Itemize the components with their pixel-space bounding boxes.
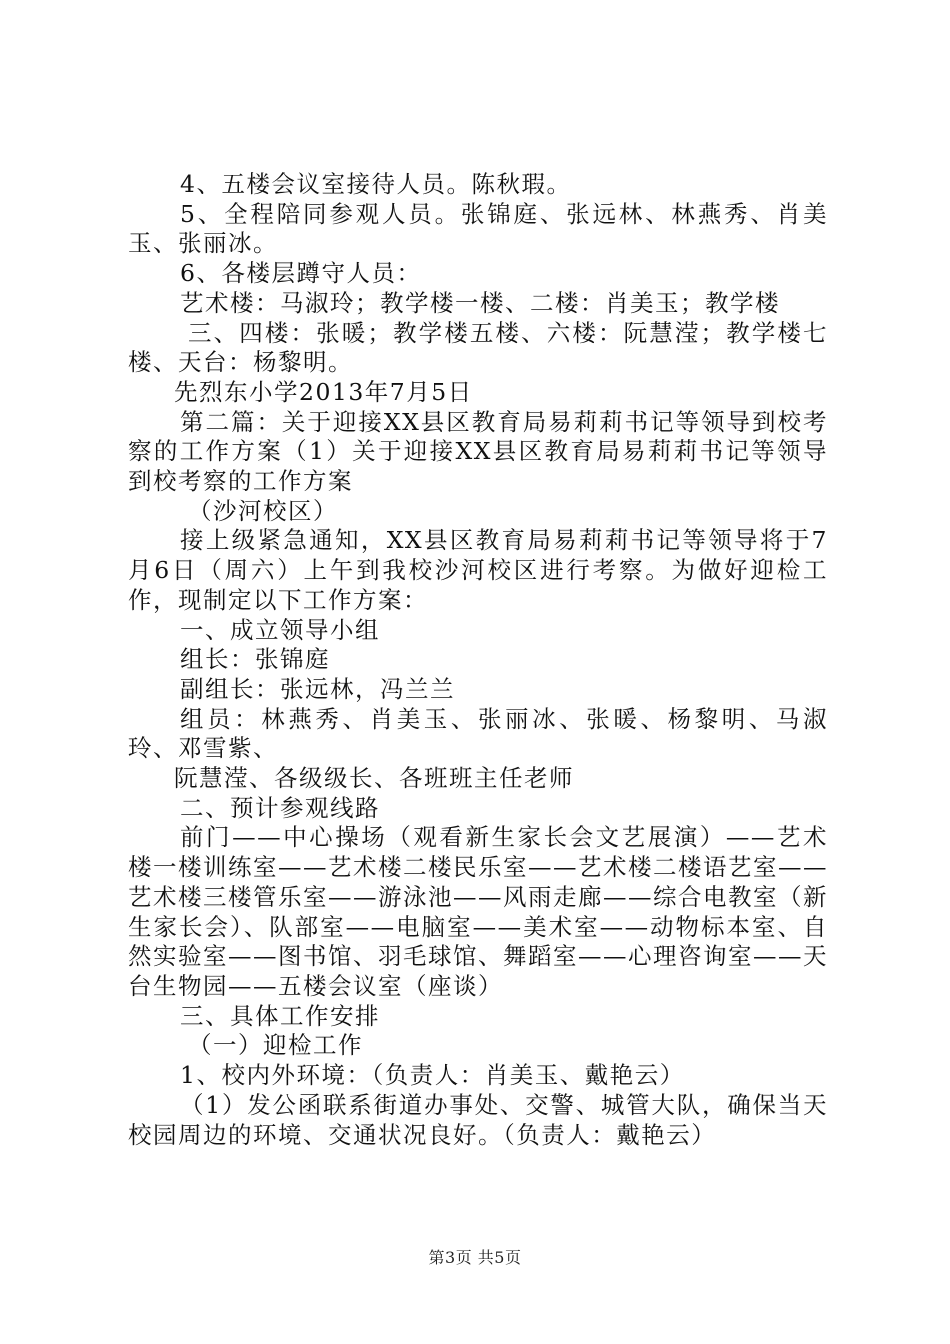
heading: 三、具体工作安排 (180, 1001, 380, 1030)
paragraph: 组长：张锦庭 (180, 645, 330, 674)
paragraph: 5、全程陪同参观人员。张锦庭、张远林、林燕秀、肖美玉、张丽冰。 (128, 199, 828, 258)
paragraph: 4、五楼会议室接待人员。陈秋瑕。 (180, 170, 572, 198)
paragraph: 阮慧滢、各级级长、各班班主任老师 (174, 764, 574, 793)
document-date: 先烈东小学2013年7月5日 (174, 377, 473, 406)
page-footer: 第3页 共5页 (428, 1248, 522, 1267)
paragraph: 前门——中心操场（观看新生家长会文艺展演）——艺术楼一楼训练室——艺术楼二楼民乐室——艺术楼二楼语艺室——艺术楼三楼管乐室——游泳池——风雨走廊——综合电教室（新生家长会）、队部室——电脑室——美术室——动物标本室、自然实验室——图书馆、羽毛球馆、舞蹈室——心理咨询室——天台生物园——五楼会议室（座谈） (128, 823, 828, 1000)
paragraph: 1、校内外环境：（负责人：肖美玉、戴艳云） (180, 1061, 685, 1090)
paragraph: 接上级紧急通知，XX县区教育局易莉莉书记等领导将于7月6日（周六）上午到我校沙河校区进行考察。为做好迎检工作，现制定以下工作方案： (128, 526, 828, 614)
section-title: 第二篇：关于迎接XX县区教育局易莉莉书记等领导到校考察的工作方案（1）关于迎接XX县区教育局易莉莉书记等领导到校考察的工作方案 (128, 407, 828, 496)
paragraph: 组员：林燕秀、肖美玉、张丽冰、张暖、杨黎明、马淑玲、邓雪紫、 (128, 704, 828, 763)
paragraph: 艺术楼：马淑玲；教学楼一楼、二楼：肖美玉；教学楼 (180, 288, 780, 317)
paragraph: 副组长：张远林，冯兰兰 (180, 674, 455, 703)
paragraph: 6、各楼层蹲守人员： (180, 259, 422, 288)
heading: 二、预计参观线路 (180, 793, 380, 822)
heading: （一）迎检工作 (188, 1031, 363, 1060)
paragraph: （沙河校区） (188, 496, 338, 525)
document-body (128, 170, 828, 1150)
paragraph: 三、四楼：张暖；教学楼五楼、六楼：阮慧滢；教学楼七楼、天台：杨黎明。 (128, 318, 828, 377)
heading: 一、成立领导小组 (180, 615, 380, 644)
paragraph: （1）发公函联系街道办事处、交警、城管大队，确保当天校园周边的环境、交通状况良好。（负责人：戴艳云） (128, 1090, 828, 1149)
